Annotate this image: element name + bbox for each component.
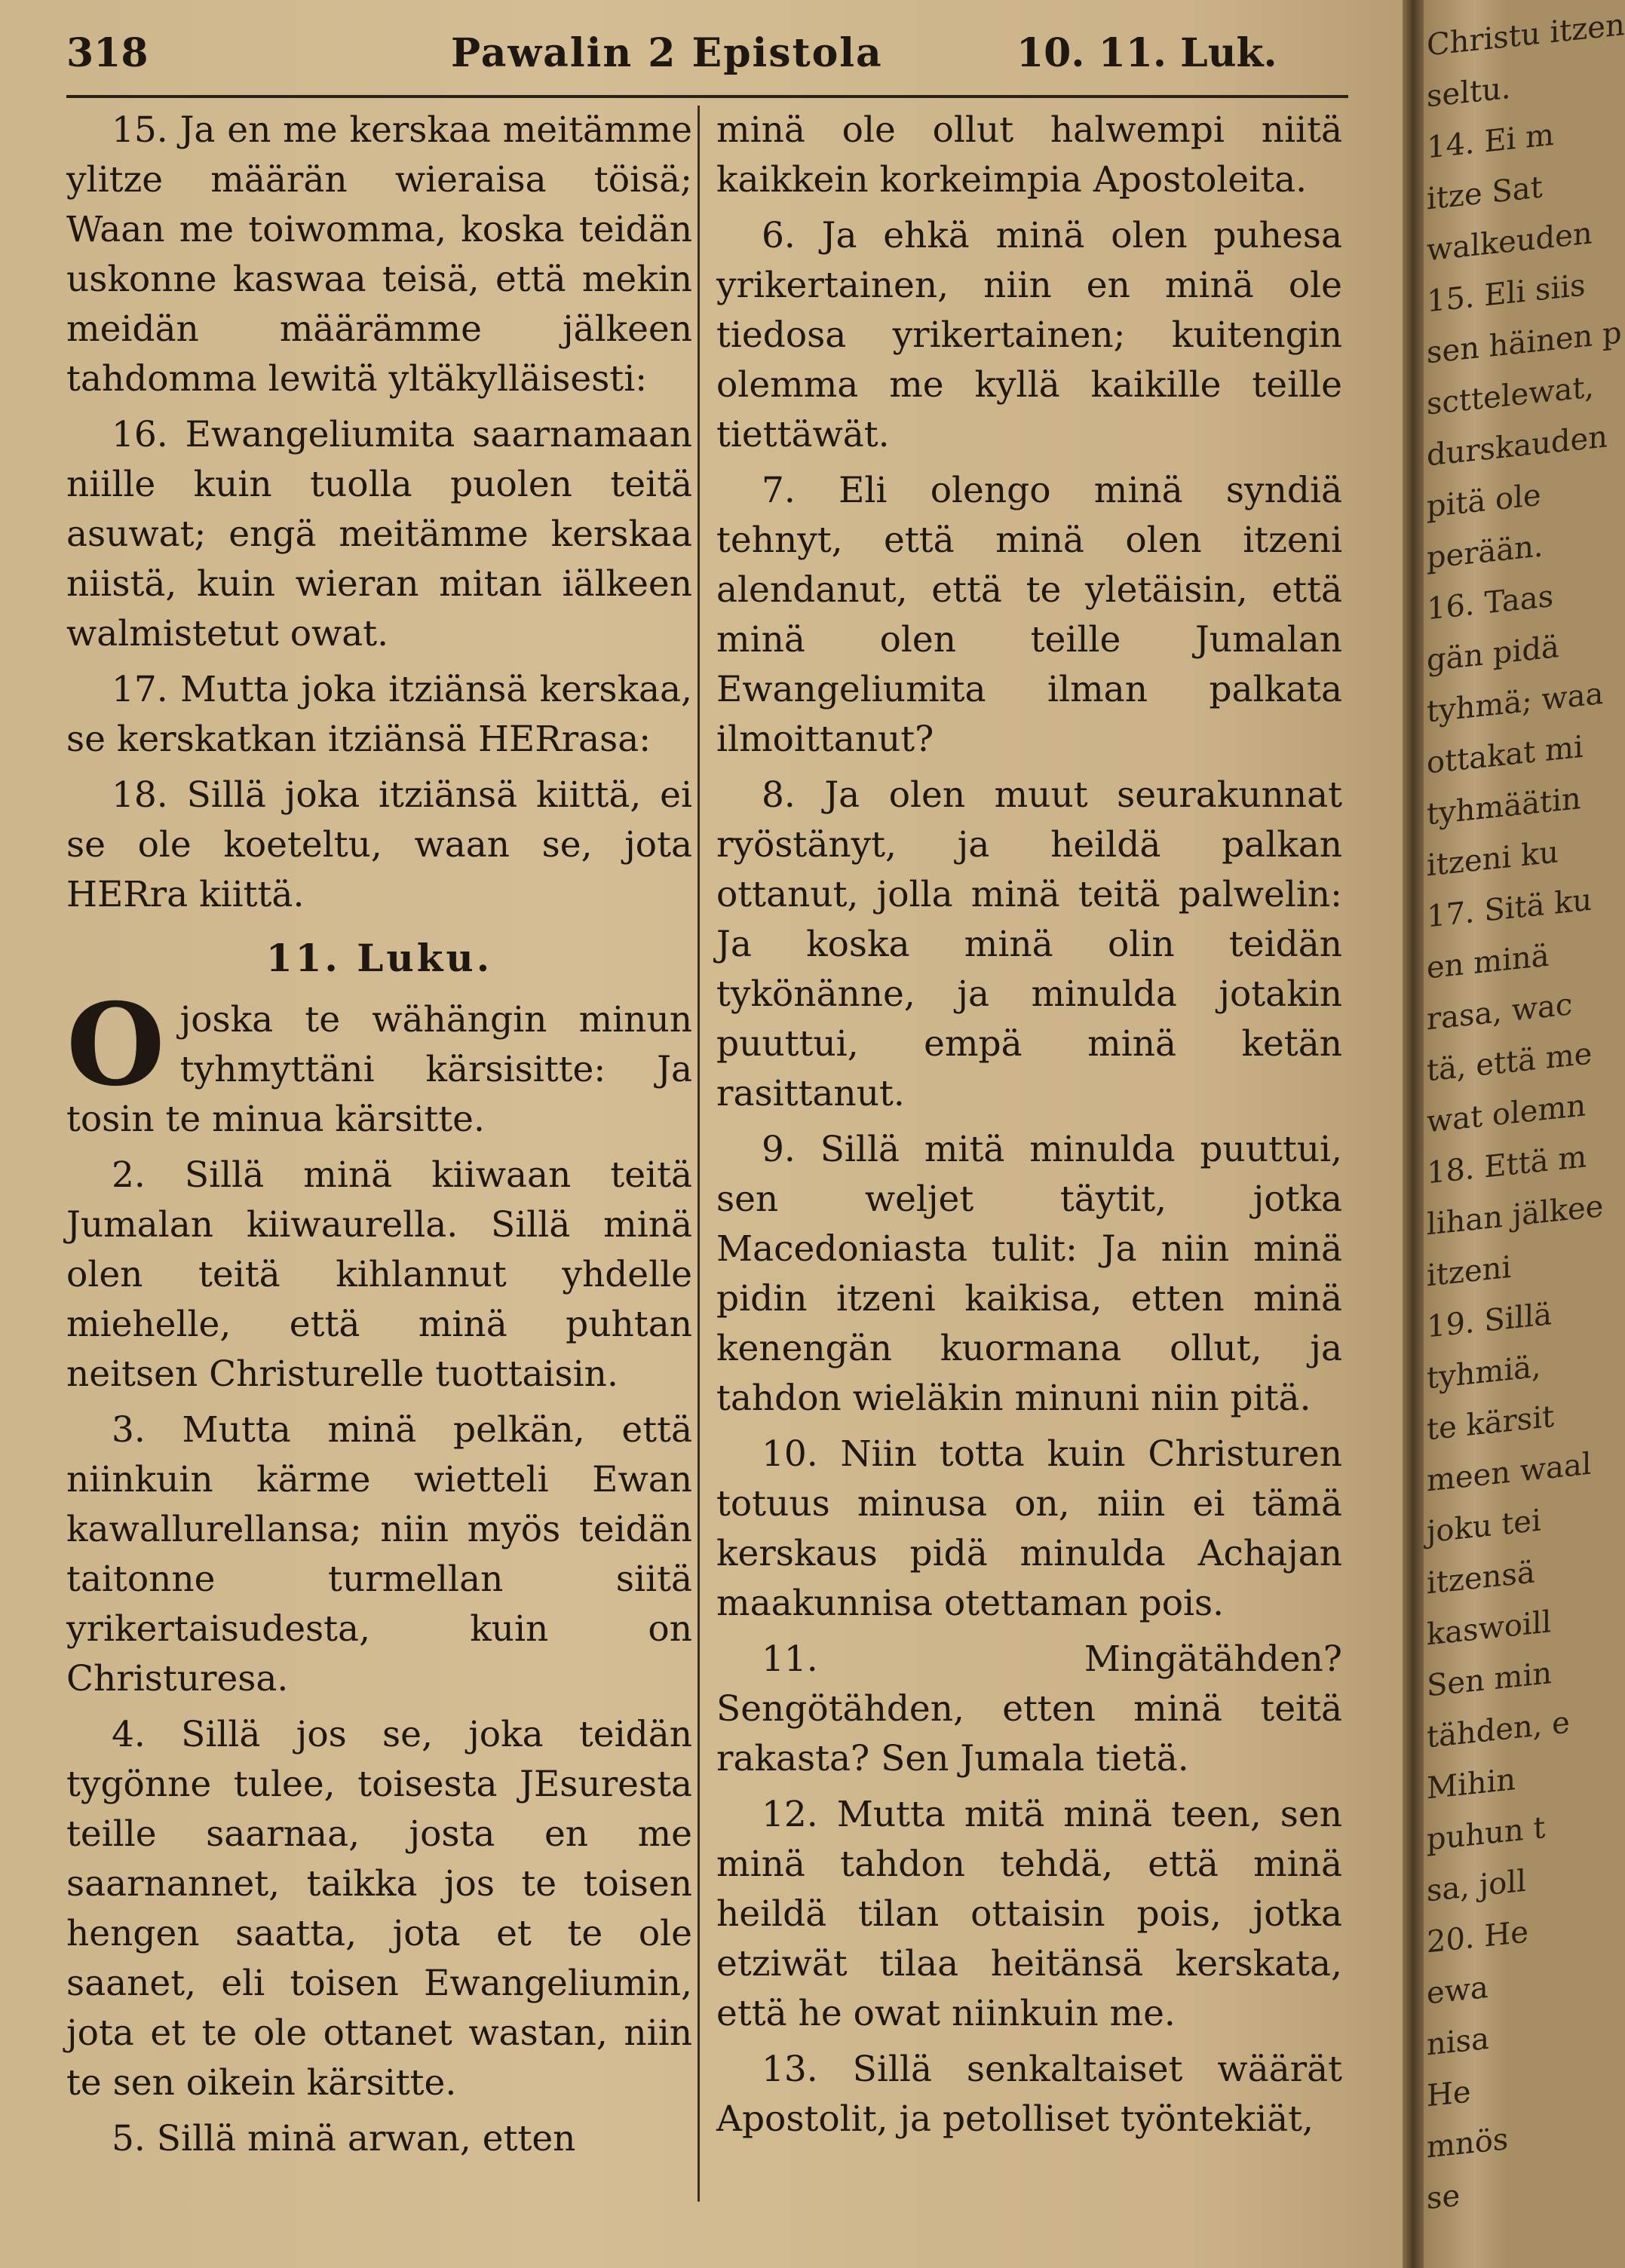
facing-page-fragment: se: [1427, 2178, 1461, 2217]
chapter-opening-paragraph: [66, 979, 692, 1145]
verse-paragraph: 5. Sillä minä arwan, etten: [112, 2118, 576, 2159]
facing-page-fragment: mnös: [1427, 2122, 1509, 2165]
facing-page-fragment: itzeni ku: [1427, 835, 1559, 884]
verse-paragraph: 12. Mutta mitä minä teen, sen minä tahdon tehdä, että minä heildä tilan ottaisin pois, jotka etziwät tilaa heitänsä kerskata, että he owat niinkuin me.: [716, 1794, 1342, 2034]
book-gutter: [1403, 0, 1424, 2268]
facing-page-fragment: seltu.: [1427, 70, 1511, 115]
facing-page-fragment: durskauden: [1427, 419, 1608, 474]
facing-page-fragment: Mihin: [1427, 1762, 1516, 1807]
facing-page-fragment: te kärsit: [1427, 1399, 1555, 1448]
facing-page-fragment: tyhmäätin: [1427, 780, 1581, 832]
facing-page-fragment: nisa: [1427, 2021, 1489, 2063]
chapter-opening-text: joska te wähängin minun tyhmyttäni kärsisitte: Ja tosin te minua kärsitte.: [66, 999, 692, 1140]
verse-paragraph: 9. Sillä mitä minulda puuttui, sen weljet täytit, jotka Macedoniasta tulit: Ja niin minä pidin itzeni kaikisa, etten minä kenengän kuormana ollut, ja tahdon wieläkin minuni niin pitä.: [716, 1129, 1342, 1419]
verse-paragraph: 7. Eli olengo minä syndiä tehnyt, että minä olen itzeni alendanut, että te yletäisin, että minä olen teille Jumalan Ewangeliumita ilman palkata ilmoittanut?: [716, 470, 1342, 760]
facing-page-fragment: wat olemn: [1427, 1088, 1587, 1140]
verse-paragraph: 16. Ewangeliumita saarnamaan niille kuin tuolla puolen teitä asuwat; engä meitämme kerskaa niistä, kuin wieran mitan iälkeen walmistetut owat.: [66, 414, 692, 654]
facing-page-fragment: 17. Sitä ku: [1427, 882, 1593, 935]
facing-page-fragment: ewa: [1427, 1969, 1489, 2012]
facing-page-fragment: kaswoill: [1427, 1604, 1552, 1653]
verse-paragraph: 18. Sillä joka itziänsä kiittä, ei se ole koeteltu, waan se, jota HERra kiittä.: [66, 774, 692, 915]
facing-page-edge: [1424, 0, 1625, 2268]
facing-page-fragment: itzensä: [1427, 1555, 1535, 1601]
page-number: 318: [66, 30, 149, 76]
facing-page-fragment: tähden, e: [1427, 1705, 1570, 1755]
facing-page-fragment: Christu itzen: [1427, 7, 1625, 63]
facing-page-fragment: 18. Että m: [1427, 1139, 1587, 1191]
chapter-reference: 10. 11. Luk.: [1016, 30, 1277, 76]
left-column: [66, 106, 692, 2170]
facing-page-fragment: lihan jälkee: [1427, 1188, 1604, 1243]
right-column: [716, 106, 1342, 2150]
facing-page-fragment: tä, että me: [1427, 1036, 1593, 1089]
facing-page-fragment: He: [1427, 2074, 1471, 2114]
chapter-heading: 11. Luku.: [265, 936, 493, 980]
facing-page-fragment: 19. Sillä: [1427, 1297, 1552, 1345]
verse-paragraph: 17. Mutta joka itziänsä kerskaa, se kerskatkan itziänsä HERrasa:: [66, 669, 692, 760]
running-title: Pawalin 2 Epistola: [451, 30, 883, 76]
verse-paragraph: 11. Mingätähden? Sengötähden, etten minä teitä rakasta? Sen Jumala tietä.: [716, 1638, 1342, 1779]
verse-paragraph: 8. Ja olen muut seurakunnat ryöstänyt, ja heildä palkan ottanut, jolla minä teitä palwelin: Ja koska minä olin teidän tykönänne, ja minulda jotakin puuttui, empä minä ketän rasittanut.: [716, 774, 1342, 1114]
verse-paragraph: 2. Sillä minä kiiwaan teitä Jumalan kiiwaurella. Sillä minä olen teitä kihlannut yhdelle miehelle, että minä puhtan neitsen Christurelle tuottaisin.: [66, 1154, 692, 1395]
facing-page-fragment: joku tei: [1427, 1503, 1541, 1550]
facing-page-fragment: itzeni: [1427, 1249, 1512, 1294]
verse-paragraph: 4. Sillä jos se, joka teidän tygönne tulee, toisesta JEsuresta teille saarnaa, josta en me saarnannet, taikka jos te toisen hengen saatta, jota et te ole saanet, eli toisen Ewangeliumin, jota et te ole ottanet wastan, niin te sen oikein kärsitte.: [66, 1714, 692, 2104]
drop-cap: O: [66, 979, 165, 1111]
facing-page-fragment: sen häinen p: [1427, 315, 1622, 371]
facing-page-fragment: walkeuden: [1427, 216, 1593, 268]
facing-page-fragment: scttelewat,: [1427, 369, 1595, 422]
facing-page-fragment: meen waal: [1427, 1446, 1592, 1499]
verse-paragraph: 13. Sillä senkaltaiset wäärät Apostolit, ja petolliset työntekiät,: [716, 2049, 1342, 2140]
verse-paragraph: minä ole ollut halwempi niitä kaikkein korkeimpia Apostoleita.: [716, 109, 1342, 201]
facing-page-fragment: sa, joll: [1427, 1863, 1526, 1909]
facing-page-fragment: gän pidä: [1427, 630, 1559, 679]
facing-page-fragment: rasa, wac: [1427, 987, 1573, 1037]
verse-paragraph: 3. Mutta minä pelkän, että niinkuin kärme wietteli Ewan kawallurellansa; niin myös teidän taitonne turmellan siitä yrikertaisudesta, kuin on Christuresa.: [66, 1409, 692, 1699]
facing-page-fragment: tyhmiä,: [1427, 1349, 1541, 1396]
facing-page-fragment: tyhmä; waa: [1427, 676, 1604, 730]
facing-page-fragment: ottakat mi: [1427, 729, 1584, 781]
facing-page-fragment: Sen min: [1427, 1656, 1553, 1704]
header-rule: [66, 95, 1348, 98]
verse-paragraph: 15. Ja en me kerskaa meitämme ylitze määrän wieraisa töisä; Waan me toiwomma, koska teidän uskonne kaswaa teisä, että mekin meidän määrämme jälkeen tahdomma lewitä yltäkylläisesti:: [66, 109, 692, 400]
facing-page-fragment: perään.: [1427, 529, 1544, 576]
facing-page-fragment: 16. Taas: [1427, 578, 1554, 627]
facing-page-fragment: pitä ole: [1427, 477, 1541, 525]
facing-page-fragment: en minä: [1427, 938, 1550, 986]
facing-page-fragment: 15. Eli siis: [1427, 268, 1586, 320]
facing-page-fragment: 14. Ei m: [1427, 117, 1554, 166]
verse-paragraph: 6. Ja ehkä minä olen puhesa yrikertainen, niin en minä ole tiedosa yrikertainen; kuitengin olemma me kyllä kaikille teille tiettäwät.: [716, 215, 1342, 455]
page-header: [66, 30, 1348, 83]
facing-page-fragment: puhun t: [1427, 1810, 1546, 1858]
column-divider: [698, 106, 700, 2202]
facing-page-fragment: itze Sat: [1427, 170, 1543, 217]
facing-page-fragment: 20. He: [1427, 1914, 1528, 1960]
verse-paragraph: 10. Niin totta kuin Christuren totuus minusa on, niin ei tämä kerskaus pidä minulda Achajan maakunnisa otettaman pois.: [716, 1433, 1342, 1624]
